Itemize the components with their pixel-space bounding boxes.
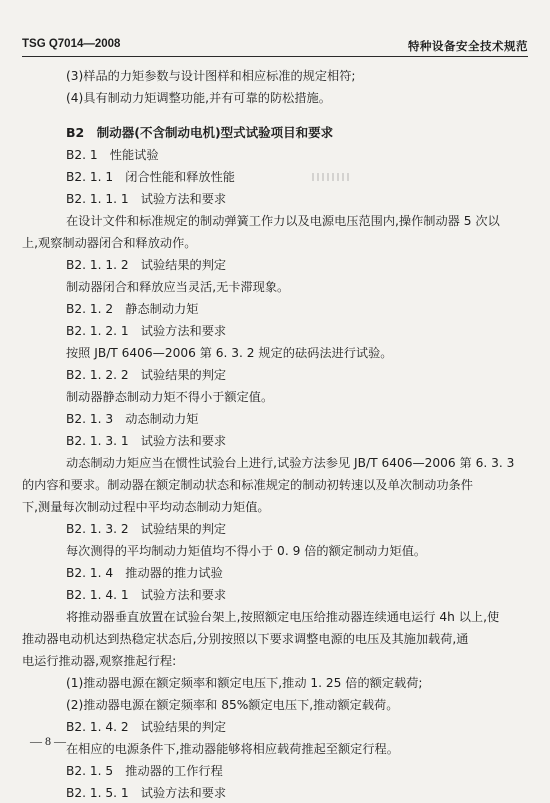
page-number: — 8 — [30, 734, 66, 748]
section-heading: B2. 1. 2 静态制动力矩 [66, 302, 199, 316]
list-item: (2)推动器电源在额定频率和 85%额定电压下,推动额定载荷。 [66, 698, 399, 712]
header-title: 特种设备安全技术规范 [408, 39, 528, 53]
section-heading: B2. 1. 3. 1 试验方法和要求 [66, 434, 227, 448]
paragraph-line: 动态制动力矩应当在惯性试验台上进行,试验方法参见 JB/T 6406—2006 第 6. 3. 3 [66, 456, 515, 470]
paragraph-line: 制动器闭合和释放应当灵活,无卡滞现象。 [66, 280, 290, 294]
section-heading: B2. 1. 1. 2 试验结果的判定 [66, 258, 227, 272]
section-heading: B2. 1. 1 闭合性能和释放性能 [66, 170, 235, 184]
running-header [22, 36, 528, 57]
list-item: (4)具有制动力矩调整功能,并有可靠的防松措施。 [66, 91, 331, 105]
section-heading: B2. 1. 3 动态制动力矩 [66, 412, 199, 426]
section-heading: B2. 1. 4 推动器的推力试验 [66, 566, 223, 580]
section-heading: B2. 1 性能试验 [66, 148, 159, 162]
section-heading: B2. 1. 5 推动器的工作行程 [66, 764, 223, 778]
paragraph-line: 按照 JB/T 6406—2006 第 6. 3. 2 规定的砝码法进行试验。 [66, 346, 393, 360]
paragraph-line: 每次测得的平均制动力矩值均不得小于 0. 9 倍的额定制动力矩值。 [66, 544, 427, 558]
section-heading: B2. 1. 2. 1 试验方法和要求 [66, 324, 227, 338]
section-heading: B2. 1. 5. 1 试验方法和要求 [66, 786, 227, 800]
paragraph-line: 的内容和要求。制动器在额定制动状态和标准规定的制动初转速以及单次制动功条件 [22, 478, 473, 492]
paragraph-line: 推动器电动机达到热稳定状态后,分别按照以下要求调整电源的电压及其施加载荷,通 [22, 632, 469, 646]
paragraph-line: 电运行推动器,观察推起行程: [22, 654, 177, 668]
list-item: (1)推动器电源在额定频率和额定电压下,推动 1. 25 倍的额定载荷; [66, 676, 423, 690]
chapter-heading: B2 制动器(不含制动电机)型式试验项目和要求 [66, 125, 334, 140]
standard-code: TSG Q7014—2008 [22, 38, 121, 50]
paragraph-line: 将推动器垂直放置在试验台架上,按照额定电压给推动器连续通电运行 4h 以上,使 [66, 610, 500, 624]
section-heading: B2. 1. 2. 2 试验结果的判定 [66, 368, 227, 382]
paragraph-line: 制动器静态制动力矩不得小于额定值。 [66, 390, 274, 404]
paragraph-line: 下,测量每次制动过程中平均动态制动力矩值。 [22, 500, 270, 514]
section-heading: B2. 1. 4. 1 试验方法和要求 [66, 588, 227, 602]
paragraph-line: 在相应的电源条件下,推动器能够将相应载荷推起至额定行程。 [66, 742, 399, 756]
paragraph-line: 在设计文件和标准规定的制动弹簧工作力以及电源电压范围内,操作制动器 5 次以 [66, 214, 500, 228]
list-item: (3)样品的力矩参数与设计图样和相应标准的规定相符; [66, 69, 356, 83]
section-heading: B2. 1. 3. 2 试验结果的判定 [66, 522, 227, 536]
section-heading: B2. 1. 1. 1 试验方法和要求 [66, 192, 227, 206]
section-heading: B2. 1. 4. 2 试验结果的判定 [66, 720, 227, 734]
paragraph-line: 上,观察制动器闭合和释放动作。 [22, 236, 197, 250]
